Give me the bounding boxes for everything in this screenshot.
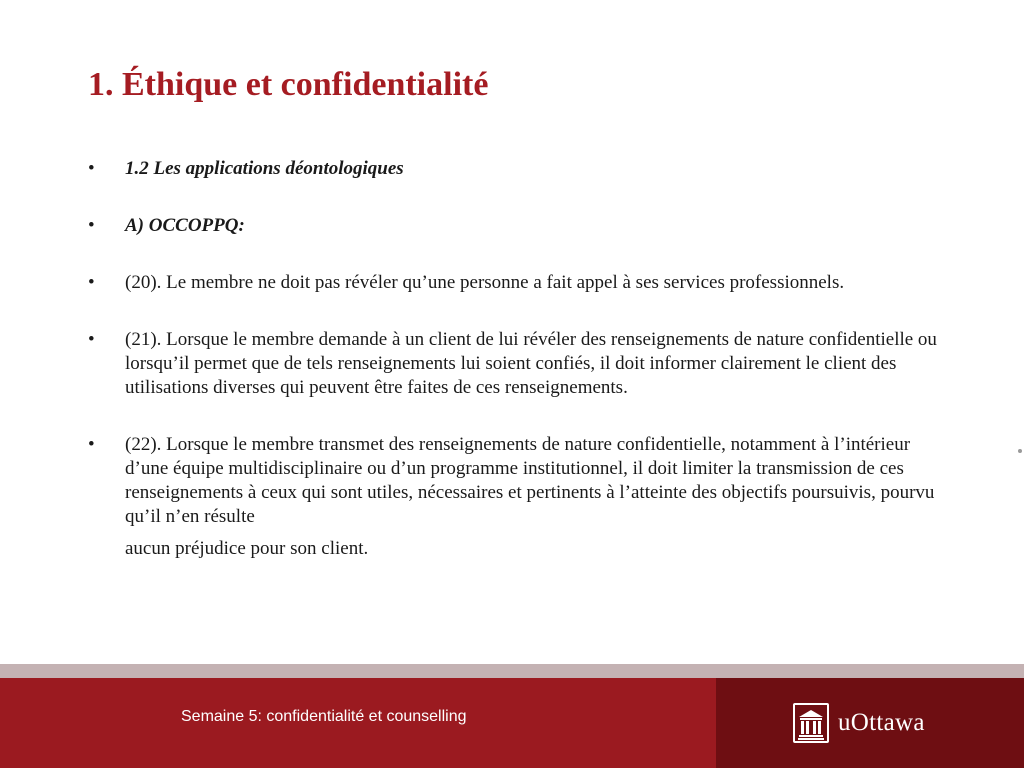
logo-text: uOttawa <box>838 709 925 736</box>
bullet-marker: • <box>88 434 95 455</box>
bullet-text: (20). Le membre ne doit pas révéler qu’une personne a fait appel à ses services professionnels. <box>125 272 845 293</box>
bullet-marker: • <box>88 215 95 236</box>
bullet-text <box>125 434 934 559</box>
footer <box>0 664 1024 768</box>
decorative-dot <box>1018 449 1022 453</box>
university-building-icon <box>792 702 830 744</box>
university-logo <box>792 702 925 744</box>
bullet-text: 1.2 Les applications déontologiques <box>125 158 404 179</box>
bullet-text-main: (22). Lorsque le membre transmet des renseignements de nature confidentielle, notamment à l’intérieur d’une équipe multidisciplinaire ou d’un programme institutionnel, il doit limiter la transmission de ces renseignements à ceux qui sont utiles, nécessaires et pertinents à l’atteinte des objectifs poursuivis, pourvu qu’il n’en résulte <box>125 434 935 527</box>
footer-divider <box>0 664 1024 678</box>
bullet-text: A) OCCOPPQ: <box>125 215 245 236</box>
footer-caption: Semaine 5: confidentialité et counselling <box>181 708 467 725</box>
bullet-text: (21). Lorsque le membre demande à un client de lui révéler des renseignements de nature confidentielle ou lorsqu’il permet que de tels renseignements lui soient confiés, il doit informer clairement le client des utilisations diverses qui peuvent être faites de ces renseignements. <box>125 329 937 398</box>
bullet-item <box>88 433 948 561</box>
bullet-marker: • <box>88 272 95 293</box>
bullet-item <box>88 157 948 181</box>
bullet-item <box>88 328 948 400</box>
bullet-item <box>88 271 948 295</box>
bullet-marker: • <box>88 158 95 179</box>
bullet-text-tail: aucun préjudice pour son client. <box>125 538 369 559</box>
bullet-item <box>88 214 948 238</box>
bullet-marker: • <box>88 329 95 350</box>
slide-title: 1. Éthique et confidentialité <box>88 66 489 103</box>
bullet-list <box>88 157 948 594</box>
